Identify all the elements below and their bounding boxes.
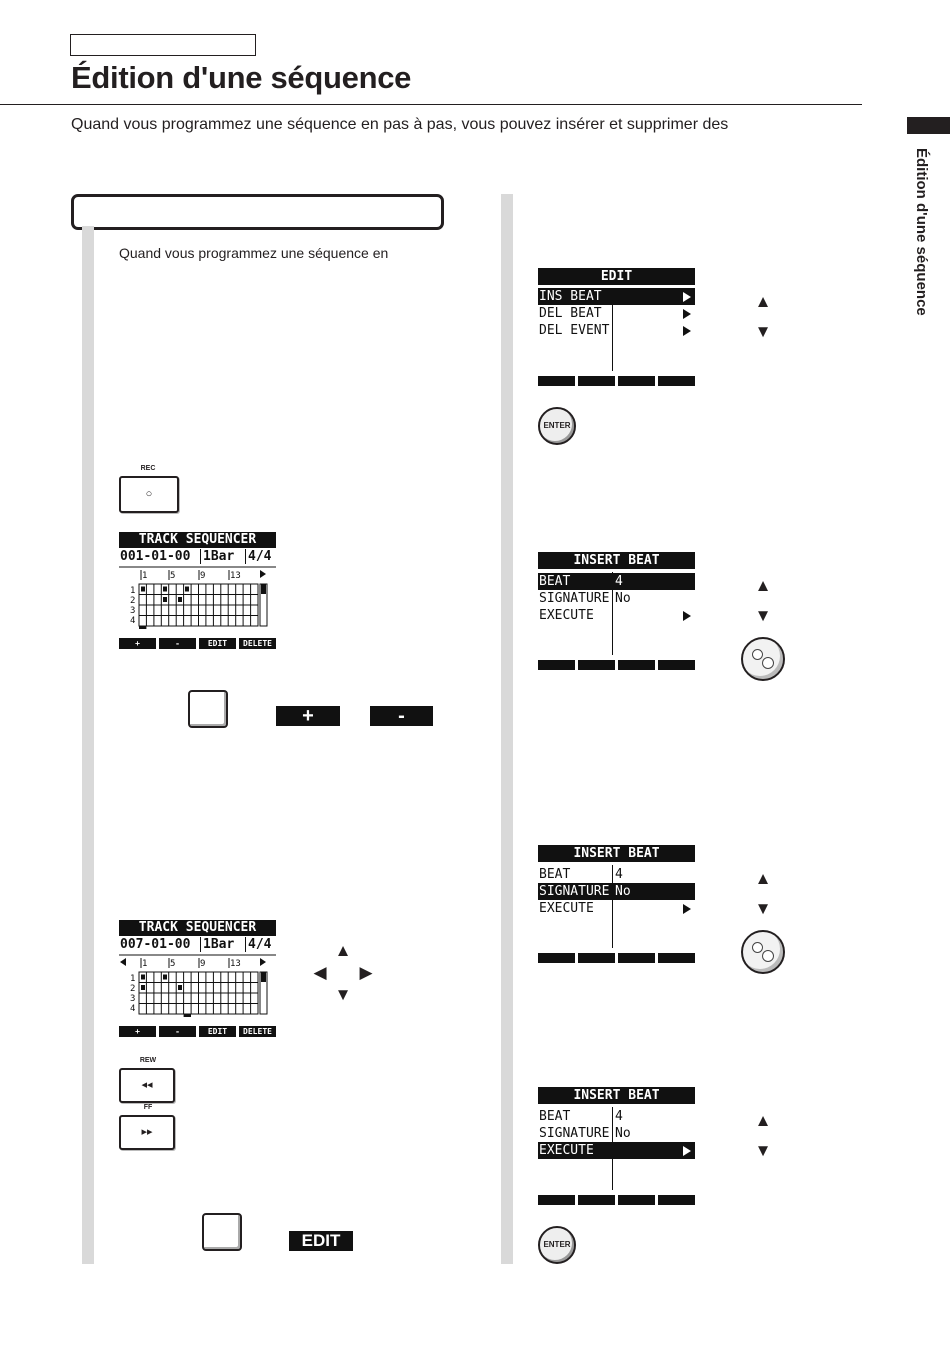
cursor-up-icon[interactable]: ▲ [334,941,352,960]
insert-beat-screen-3 [538,1087,695,1207]
track-number: 4 [130,1004,136,1014]
fkey-edit[interactable]: EDIT [199,638,236,649]
cursor-left-icon[interactable]: ◀ [313,963,327,982]
screen-title: TRACK SEQUENCER [119,920,276,936]
function-key-button[interactable] [202,1213,242,1251]
arrow-right-icon [683,309,691,319]
position-row [120,549,272,564]
arrow-right-icon [683,611,691,621]
rew-button-label: REW [139,1057,157,1064]
fkey-minus[interactable]: - [159,638,196,649]
track-sequencer-screen-1 [119,532,276,650]
row-execute[interactable]: EXECUTE [538,900,695,917]
bar-number: 5 [170,571,176,581]
signature-value: 4/4 [248,549,272,564]
function-keys [538,376,695,386]
row-signature[interactable]: SIGNATURE No [538,883,695,900]
cursor-down-icon[interactable]: ▼ [754,322,772,341]
arrow-right-icon [683,904,691,914]
rew-button[interactable] [119,1068,175,1103]
ff-button[interactable] [119,1115,175,1150]
enter-button[interactable]: ENTER [538,1226,576,1264]
fkey-edit[interactable]: EDIT [199,1026,236,1037]
edit-menu-screen [538,268,695,388]
track-number: 4 [130,616,136,626]
screen-title: INSERT BEAT [538,1087,695,1104]
fkey-delete[interactable]: DELETE [239,638,276,649]
ff-button-label: FF [143,1104,153,1111]
right-column-bar [501,194,513,1264]
insert-beat-screen-1 [538,552,695,672]
position-value: 007-01-00 [120,937,191,952]
cursor-down-icon[interactable]: ▼ [754,899,772,918]
title-divider [0,104,862,105]
screen-title: EDIT [538,268,695,285]
track-number: 1 [130,974,136,984]
cursor-up-icon[interactable]: ▲ [754,292,772,311]
arrow-right-icon [683,326,691,336]
rec-button[interactable] [119,476,179,513]
row-execute[interactable]: EXECUTE [538,1142,695,1159]
cursor-up-icon[interactable]: ▲ [754,1111,772,1130]
menu-item-ins-beat[interactable]: INS BEAT [538,288,695,305]
cursor-down-icon[interactable]: ▼ [754,606,772,625]
dial-knob-icon[interactable] [741,637,785,681]
cursor-down-icon[interactable]: ▼ [754,1141,772,1160]
row-beat[interactable]: BEAT 4 [538,573,695,590]
section-heading-box [71,194,444,230]
menu-item-del-beat[interactable]: DEL BEAT [538,305,695,322]
step-description: Quand vous programmez une séquence en [119,245,389,261]
function-keys [538,660,695,670]
track-number: 2 [130,596,136,606]
insert-beat-screen-2 [538,845,695,965]
left-column-bar [82,226,94,1264]
row-signature[interactable]: SIGNATURE No [539,1126,631,1141]
row-beat[interactable]: BEAT 4 [539,1109,623,1124]
fkey-delete[interactable]: DELETE [239,1026,276,1037]
cursor-up-icon[interactable]: ▲ [754,576,772,595]
fkey-minus[interactable]: - [159,1026,196,1037]
row-signature[interactable]: SIGNATURE No [539,591,631,606]
arrow-right-icon [683,1146,691,1156]
fast-forward-icon: ▸▸ [141,1126,153,1138]
bar-number: 5 [170,959,176,969]
track-number: 2 [130,984,136,994]
track-sequencer-screen-2 [119,920,276,1038]
enter-button[interactable]: ENTER [538,407,576,445]
rewind-icon: ◂◂ [141,1079,153,1091]
cursor-up-icon[interactable]: ▲ [754,869,772,888]
page-title: Édition d'une séquence [71,60,412,95]
length-value: 1Bar [203,937,235,952]
bar-number: 9 [200,959,206,969]
function-key-button[interactable] [188,690,228,728]
function-keys [119,638,276,649]
screen-title: INSERT BEAT [538,845,695,862]
menu-item-del-event[interactable]: DEL EVENT [538,322,695,339]
header-tag-box [70,34,256,56]
fkey-plus[interactable]: + [119,1026,156,1037]
bar-number: 1 [142,571,148,581]
signature-value: 4/4 [248,937,272,952]
step-grid [119,566,276,636]
track-number: 1 [130,586,136,596]
cursor-down-icon[interactable]: ▼ [334,985,352,1004]
plus-key[interactable]: + [276,706,340,726]
cursor-right-icon[interactable]: ▶ [359,963,373,982]
side-section-label: Édition d'une séquence [913,148,930,316]
step-grid [119,954,276,1024]
row-beat[interactable]: BEAT 4 [539,867,623,882]
function-keys [538,953,695,963]
function-keys [538,1195,695,1205]
row-execute[interactable]: EXECUTE [538,607,695,624]
minus-key[interactable]: - [370,706,433,726]
bar-number: 9 [200,571,206,581]
bar-number: 1 [142,959,148,969]
arrow-right-icon [683,292,691,302]
fkey-plus[interactable]: + [119,638,156,649]
rec-button-label: REC [140,465,156,472]
position-value: 001-01-00 [120,549,191,564]
screen-title: TRACK SEQUENCER [119,532,276,548]
track-number: 3 [130,994,136,1004]
bar-number: 13 [230,571,241,581]
dial-knob-icon[interactable] [741,930,785,974]
screen-title: INSERT BEAT [538,552,695,569]
edit-key[interactable]: EDIT [289,1231,353,1251]
track-number: 3 [130,606,136,616]
side-tab-marker [907,117,950,134]
length-value: 1Bar [203,549,235,564]
intro-text: Quand vous programmez une séquence en pas à pas, vous pouvez insérer et supprimer des [71,116,729,133]
function-keys [119,1026,276,1037]
position-row [120,937,272,952]
bar-number: 13 [230,959,241,969]
rec-icon: ○ [145,488,153,500]
